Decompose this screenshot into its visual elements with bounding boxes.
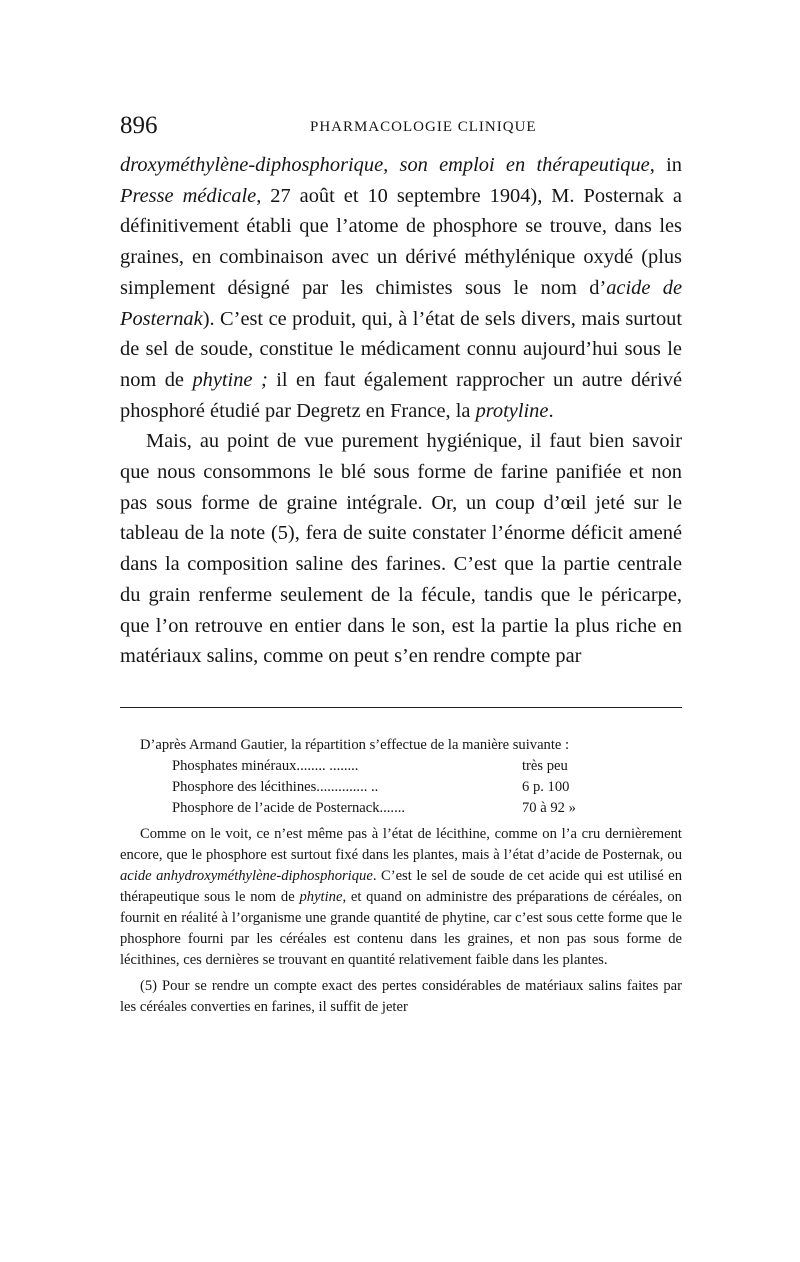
table-value: très peu [522, 758, 568, 774]
paragraph: Mais, au point de vue purement hygiénique, il faut bien savoir que nous consommons le blé sous forme de farine panifiée et non pas sous forme de graine intégrale. Or, un coup d’œil jeté sur le tableau de la note (5), fera de suite constater l’énorme déficit amené dans la composition saline des farines. C’est que la partie centrale du grain renferme seulement de la fécule, tandis que le péricarpe, que l’on retrouve en entier dans le son, est la partie la plus riche en matériaux salins, comme on peut s’en rendre compte par [120, 430, 682, 668]
page-number: 896 [120, 112, 158, 139]
main-text [120, 150, 682, 672]
table-label: Phosphore de l’acide de Posternack....... [172, 800, 406, 816]
text-run: il en faut également rapprocher un autre dérivé phosphoré étudié par Degretz en France, la [120, 368, 683, 422]
footnote-intro: D’après Armand Gautier, la répartition s’effectue de la manière suivante : [140, 737, 570, 753]
text-run: ). C’est ce produit, qui, à l’état de sels divers, mais surtout de sel de soude, constitue le médicament connu aujourd’hui sous le nom de [120, 307, 682, 391]
paragraph-continued [120, 150, 682, 426]
text-run: , in [649, 154, 682, 176]
italic-term: phytine [299, 889, 343, 905]
footnote-paragraph [120, 824, 682, 971]
italic-title: droxyméthylène-diphosphorique, son emploi en thérapeutique [120, 154, 650, 176]
italic-term: acide de Posternak [120, 276, 682, 330]
table-row [120, 798, 682, 819]
table-label: Phosphates minéraux........ ........ [172, 758, 359, 774]
footnote-5: (5) Pour se rendre un compte exact des pertes considérables de matériaux salins faites par les céréales converties en farines, il suffit de jeter [120, 978, 682, 1015]
footnote-divider [120, 707, 682, 708]
table-value: 70 à 92 » [522, 800, 576, 816]
italic-journal: Presse médicale [120, 184, 257, 207]
page-header [120, 112, 682, 146]
table-row [120, 756, 682, 777]
footnotes [120, 735, 682, 1018]
table-row [120, 777, 682, 798]
text-run: . C’est le sel de soude de cet acide qui est utilisé en thérapeutique sous le nom de [120, 868, 682, 905]
table-value: 6 p. 100 [522, 779, 570, 795]
italic-term: phytine ; [192, 368, 268, 391]
italic-term: protyline [475, 399, 549, 422]
running-title: PHARMACOLOGIE CLINIQUE [310, 119, 537, 135]
text-run: . [548, 399, 554, 422]
italic-term: acide anhydroxyméthylène-diphosphorique [120, 868, 373, 884]
text-run: Comme on le voit, ce n’est même pas à l’état de lécithine, comme on l’a cru dernièrement encore, que le phosphore est surtout fixé dans les plantes, mais à l’état d’acide de Posternak, ou [120, 826, 682, 863]
text-run: , et quand on administre des préparations de céréales, on fournit en réalité à l’organisme une grande quantité de phytine, car c’est sous cette forme que le phosphore fourni par les céréales est contenu dans les graines, et non pas sous forme de lécithines, ces dernières se trouvant en quantité relativement faible dans les plantes. [120, 889, 682, 968]
table-label: Phosphore des lécithines.............. .. [172, 779, 379, 795]
text-run: , 27 août et 10 septembre 1904), M. Posternak a définitivement établi que l’atome de phosphore se trouve, dans les graines, en combinaison avec un dérivé méthylénique oxydé (plus simplement désigné par les chimistes sous le nom d’ [120, 184, 682, 299]
